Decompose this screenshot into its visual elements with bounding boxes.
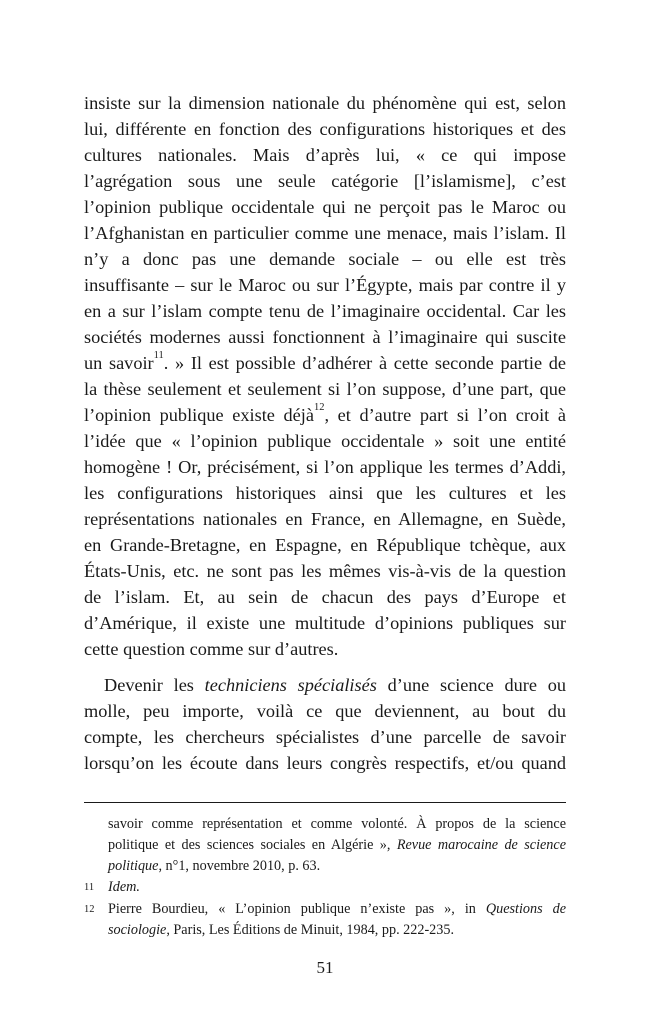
footnote-ref-12: 12 — [313, 402, 325, 413]
body-text: . » Il est possible d’adhérer à cette seconde partie de — [163, 353, 567, 373]
footnote-ref-11: 11 — [153, 350, 164, 361]
footnote-text: , n°1, novembre 2010, p. 63. — [158, 858, 321, 874]
body-text: Devenir les — [104, 675, 205, 695]
footnote-number-11: 11 — [84, 882, 95, 893]
footnote-separator — [84, 802, 566, 803]
body-line: cultures nationales. Mais d’après lui, « ce qui impose — [84, 145, 566, 165]
body-line: la thèse seulement et seulement si l’on suppose, d’une part, que — [84, 379, 566, 399]
body-line: en Grande-Bretagne, en Espagne, en République tchèque, aux — [84, 535, 566, 555]
italic-term: techniciens spécialisés — [204, 675, 377, 695]
journal-title: politique — [108, 858, 159, 874]
body-line: représentations nationales en France, en Allemagne, en Suède, — [84, 509, 566, 529]
footnote-continuation: savoir comme représentation et comme volonté. À propos de la science — [108, 816, 566, 832]
footnote-continuation — [108, 835, 566, 856]
footnote-text: politique et des sciences sociales en Algérie », — [108, 837, 397, 853]
page-number: 51 — [316, 958, 334, 977]
body-line: en a sur l’islam compte tenu de l’imaginaire occidental. Car les — [84, 301, 566, 321]
body-line: compte, les chercheurs spécialistes d’une parcelle de savoir — [84, 727, 566, 747]
body-line: lui, différente en fonction des configurations historiques et des — [84, 119, 566, 139]
body-text: un savoir — [84, 353, 154, 373]
body-line: l’agrégation sous une seule catégorie [l’islamisme], c’est — [84, 171, 566, 191]
body-line: les configurations historiques ainsi que les cultures et les — [84, 483, 566, 503]
body-line: l’idée que « l’opinion publique occidentale » soit une entité — [84, 431, 566, 451]
body-line: États-Unis, etc. ne sont pas les mêmes vis-à-vis de la question — [84, 561, 566, 581]
body-line: l’opinion publique occidentale qui ne perçoit pas le Maroc ou — [84, 197, 566, 217]
body-line — [84, 350, 566, 376]
body-line: cette question comme sur d’autres. — [84, 639, 339, 659]
body-line: de l’islam. Et, au sein de chacun des pays d’Europe et — [84, 587, 566, 607]
footnote-11 — [108, 877, 566, 898]
book-title: Questions de — [485, 901, 566, 917]
body-line: insiste sur la dimension nationale du phénomène qui est, selon — [84, 93, 566, 113]
journal-title: Revue marocaine de science — [396, 837, 566, 853]
body-text: d’une science dure ou — [376, 675, 566, 695]
footnote-text: , Paris, Les Éditions de Minuit, 1984, pp. 222-235. — [166, 922, 455, 938]
body-text: l’opinion publique existe déjà — [84, 405, 314, 425]
footnote-12 — [108, 899, 566, 920]
body-text: , et d’autre part si l’on croit à — [324, 405, 566, 425]
body-line: homogène ! Or, précisément, si l’on applique les termes d’Addi, — [84, 457, 566, 477]
body-line: d’Amérique, il existe une multitude d’opinions publiques sur — [84, 613, 566, 633]
body-line: molle, peu importe, voilà ce que deviennent, au bout du — [84, 701, 566, 721]
body-line: lorsqu’on les écoute dans leurs congrès respectifs, et/ou quand — [84, 753, 566, 773]
body-line — [84, 402, 566, 428]
footnote-number-12: 12 — [84, 904, 95, 915]
footnote-text: Pierre Bourdieu, « L’opinion publique n’existe pas », in — [108, 901, 486, 917]
body-line: insuffisante – sur le Maroc ou sur l’Égypte, mais par contre il y — [84, 275, 566, 295]
footnote-text: Idem. — [108, 879, 140, 895]
body-line: n’y a donc pas une demande sociale – ou elle est très — [84, 249, 566, 269]
body-line: sociétés modernes aussi fonctionnent à l’imaginaire qui suscite — [84, 327, 566, 347]
book-title: sociologie — [108, 922, 167, 938]
footnote-continuation — [108, 856, 566, 877]
body-line: l’Afghanistan en particulier comme une menace, mais l’islam. Il — [84, 223, 566, 243]
paragraph-start — [84, 672, 566, 698]
footnote-12-cont — [108, 920, 566, 941]
